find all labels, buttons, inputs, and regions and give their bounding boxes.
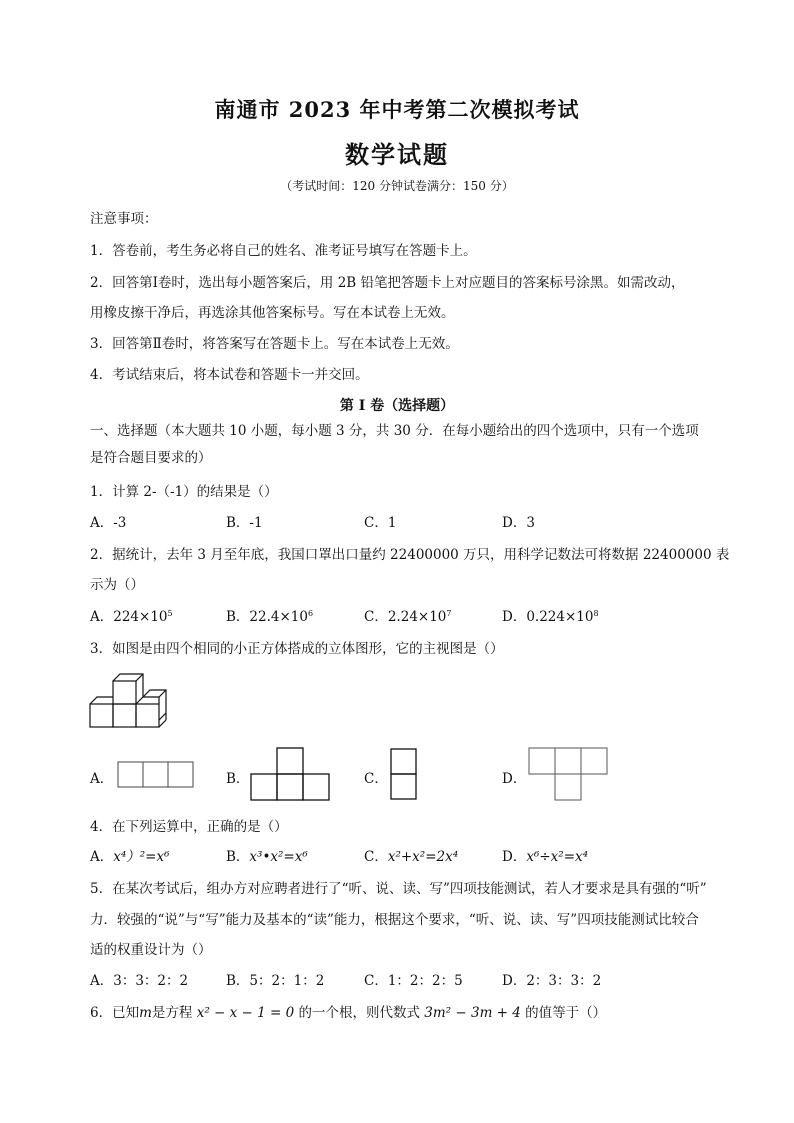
- question-5-stem: 适的权重设计为（）: [90, 942, 212, 958]
- section-instruction: 是符合题目要求的）: [90, 450, 212, 466]
- question-2-stem: 示为（）: [90, 577, 144, 593]
- note-item: 用橡皮擦干净后，再选涂其他答案标号。写在本试卷上无效。: [90, 305, 455, 321]
- q3-figure-c: [389, 748, 419, 802]
- q3-figure-d: [528, 747, 610, 803]
- question-5-stem: 力．较强的“说”与“写”能力及基本的“读”能力，根据这个要求，“听、说、读、写”四项技能测试比较合: [90, 912, 699, 928]
- notes-heading: 注意事项：: [90, 211, 158, 227]
- q5-option-b: B．5：2：1：2: [226, 973, 325, 989]
- q3-option-d: D．: [502, 771, 527, 787]
- q5-option-d: D．2：3：3：2: [502, 973, 602, 989]
- note-item: 2．回答第Ⅰ卷时，选出每小题答案后，用 2B 铅笔把答题卡上对应题目的答案标号涂黑。如需改动，: [90, 275, 685, 291]
- section-title: 第 I 卷（选择题）: [339, 398, 455, 414]
- note-item: 4．考试结束后，将本试卷和答题卡一并交回。: [90, 367, 369, 383]
- q4-option-c: C．x²+x²=2x⁴: [364, 849, 459, 865]
- question-6-stem: 6．已知m是方程 x² − x − 1 = 0 的一个根，则代数式 3m² − 3m + 4 的值等于（）: [90, 1005, 607, 1021]
- q3-option-b: B．: [226, 771, 250, 787]
- cube-stack-figure: [88, 672, 178, 730]
- question-3-stem: 3．如图是由四个相同的小正方体搭成的立体图形，它的主视图是（）: [90, 641, 504, 657]
- q1-option-d: D．3: [502, 515, 535, 531]
- q3-figure-a: [117, 761, 197, 789]
- q2-option-d: D．$0.224\times 10^8$: [502, 609, 599, 625]
- q3-figure-b: [250, 747, 335, 802]
- question-1-stem: 1．计算 2-（-1）的结果是（）: [90, 484, 278, 500]
- question-5-stem: 5．在某次考试后，组办方对应聘者进行了“听、说、读、写”四项技能测试，若人才要求是具有强的“听”: [90, 881, 707, 897]
- section-instruction: 一、选择题（本大题共 10 小题，每小题 3 分，共 30 分．在每小题给出的四个选项中，只有一个选项: [90, 423, 699, 439]
- q2-option-c: C．$2.24\times 10^7$: [364, 609, 452, 625]
- question-2-stem: 2．据统计，去年 3 月至年底，我国口罩出口量约 22400000 万只，用科学记数法可将数据 22400000 表: [90, 547, 730, 563]
- q1-option-c: C．1: [364, 515, 397, 531]
- q3-option-c: C．: [364, 771, 388, 787]
- q3-option-a: A．: [90, 771, 114, 787]
- q5-option-c: C．1：2：2：5: [364, 973, 463, 989]
- q4-option-d: D．x⁶÷x²=x⁴: [502, 849, 589, 865]
- q1-option-b: B．-1: [226, 515, 263, 531]
- exam-info: （考试时间：120 分钟试卷满分：150 分）: [280, 179, 514, 193]
- q4-option-b: B．x³•x²=x⁶: [226, 849, 308, 865]
- q2-option-b: B．$22.4\times 10^6$: [226, 609, 314, 625]
- q1-option-a: A．-3: [90, 515, 127, 531]
- q5-option-a: A．3：3：2：2: [90, 973, 189, 989]
- note-item: 3．回答第Ⅱ卷时，将答案写在答题卡上。写在本试卷上无效。: [90, 336, 459, 352]
- exam-title: 南通市 2023 年中考第二次模拟考试: [214, 97, 580, 122]
- note-item: 1．答卷前，考生务必将自己的姓名、准考证号填写在答题卡上。: [90, 243, 477, 259]
- q4-option-a: A．x⁴）²=x⁶: [90, 849, 170, 865]
- subject-title: 数学试题: [345, 140, 449, 169]
- question-4-stem: 4．在下列运算中，正确的是（）: [90, 819, 288, 835]
- q2-option-a: A．$224\times 10^5$: [90, 609, 173, 625]
